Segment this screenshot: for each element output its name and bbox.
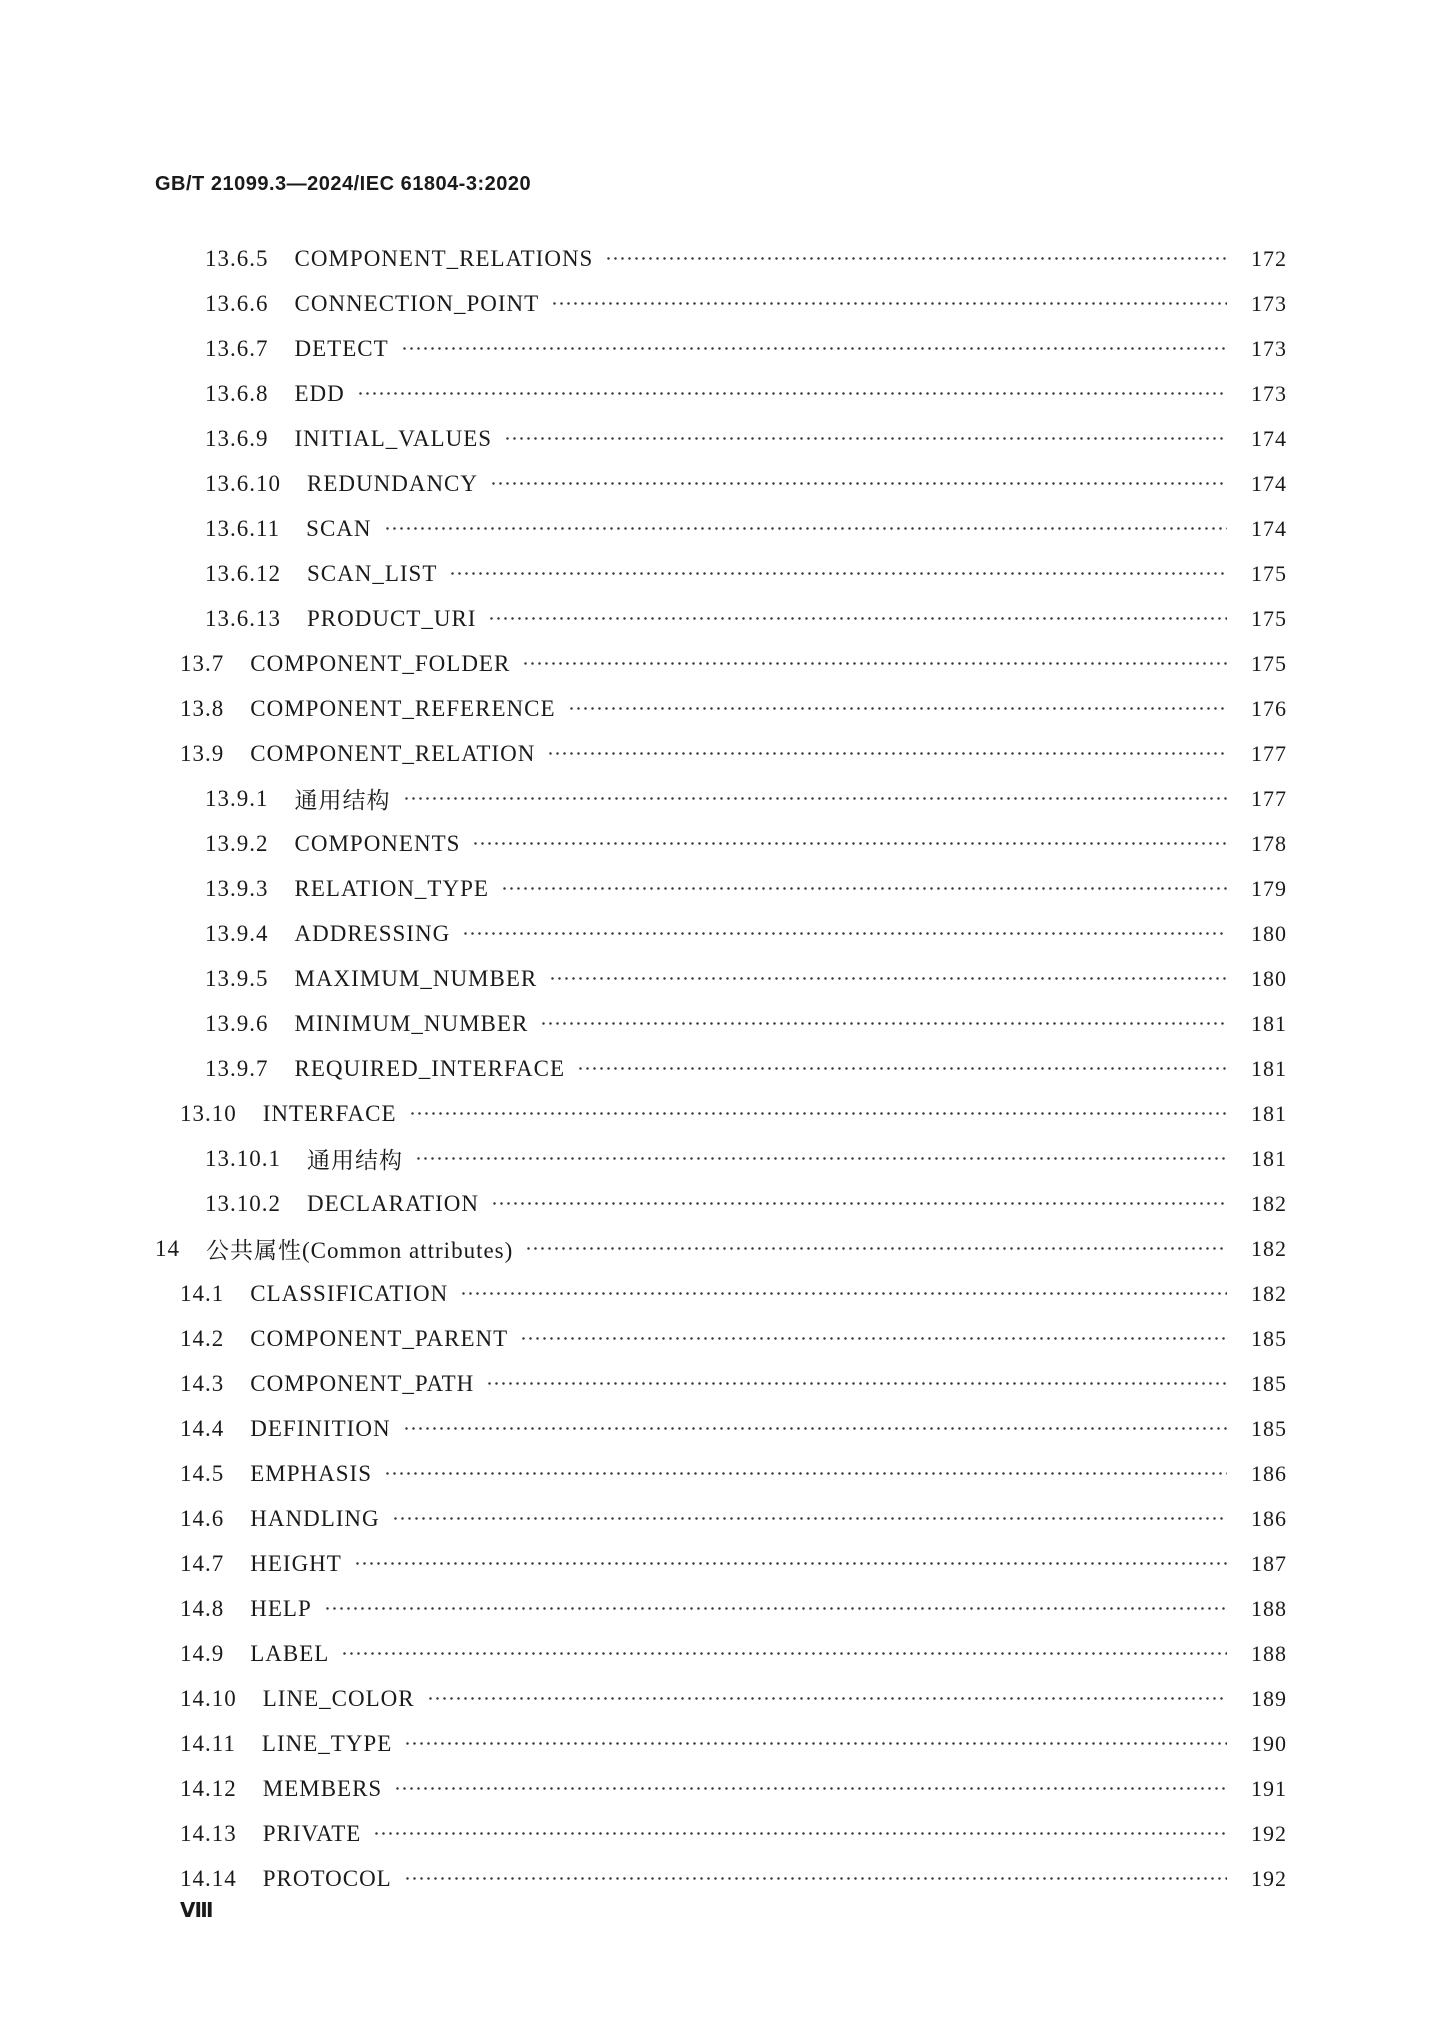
toc-entry-page: 192 <box>1251 1865 1287 1891</box>
toc-entry[interactable] <box>0 641 1445 686</box>
toc-entry-page: 180 <box>1251 965 1287 991</box>
toc-entry-page: 192 <box>1251 1820 1287 1846</box>
dot-leader <box>540 1022 1227 1025</box>
dot-leader <box>324 1607 1227 1610</box>
toc-entry[interactable] <box>0 1046 1445 1091</box>
toc-entry[interactable] <box>0 596 1445 641</box>
toc-entry[interactable] <box>0 281 1445 326</box>
dot-leader <box>520 1337 1227 1340</box>
dot-leader <box>522 662 1227 665</box>
toc-entry-page: 179 <box>1251 875 1287 901</box>
dot-leader <box>488 617 1227 620</box>
toc-entry[interactable] <box>0 1856 1445 1901</box>
dot-leader <box>404 1742 1227 1745</box>
toc-entry[interactable] <box>0 371 1445 416</box>
toc-entry[interactable] <box>0 506 1445 551</box>
toc-entry-title: PRODUCT_URI <box>307 605 477 631</box>
toc-entry-number: 13.9.1 <box>205 785 269 811</box>
toc-entry-title: COMPONENT_RELATIONS <box>294 245 594 271</box>
toc-entry[interactable] <box>0 1811 1445 1856</box>
toc-entry-number: 13.10.1 <box>205 1145 281 1171</box>
toc-entry-number: 14.2 <box>180 1325 225 1351</box>
toc-entry-number: 13.7 <box>180 650 225 676</box>
toc-entry-number: 13.9.2 <box>205 830 269 856</box>
toc-entry[interactable] <box>0 1766 1445 1811</box>
toc-entry-page: 182 <box>1251 1235 1287 1261</box>
toc-entry-title: COMPONENT_REFERENCE <box>250 695 556 721</box>
toc-entry-page: 190 <box>1251 1730 1287 1756</box>
toc-entry-number: 14.10 <box>180 1685 237 1711</box>
toc-entry-number: 14.9 <box>180 1640 225 1666</box>
toc-entry-page: 182 <box>1251 1280 1287 1306</box>
toc-entry-page: 188 <box>1251 1595 1287 1621</box>
toc-entry-number: 13.10 <box>180 1100 237 1126</box>
toc-entry-title: DECLARATION <box>307 1190 479 1216</box>
toc-entry-page: 177 <box>1251 740 1287 766</box>
toc-entry-number: 13.9 <box>180 740 225 766</box>
toc-entry-number: 13.6.5 <box>205 245 269 271</box>
toc-entry-page: 181 <box>1251 1010 1287 1036</box>
toc-entry[interactable] <box>0 1181 1445 1226</box>
toc-entry[interactable] <box>0 236 1445 281</box>
toc-entry-title: 通用结构 <box>307 1148 403 1173</box>
toc-entry-page: 189 <box>1251 1685 1287 1711</box>
toc-entry-title: HELP <box>250 1595 312 1621</box>
dot-leader <box>525 1247 1227 1250</box>
toc-entry[interactable] <box>0 1361 1445 1406</box>
toc-entry-page: 185 <box>1251 1370 1287 1396</box>
toc-entry[interactable] <box>0 1676 1445 1721</box>
dot-leader <box>409 1112 1227 1115</box>
toc-entry-title: ADDRESSING <box>294 920 451 946</box>
toc-entry-title: SCAN_LIST <box>307 560 438 586</box>
toc-entry-title: HEIGHT <box>250 1550 342 1576</box>
toc-entry-number: 14.13 <box>180 1820 237 1846</box>
toc-entry[interactable] <box>0 1541 1445 1586</box>
toc-entry[interactable] <box>0 956 1445 1001</box>
toc-entry-page: 186 <box>1251 1505 1287 1531</box>
dot-leader <box>403 797 1228 800</box>
toc-entry-number: 14.11 <box>180 1730 236 1756</box>
document-header: GB/T 21099.3—2024/IEC 61804-3:2020 <box>155 173 532 195</box>
toc-entry-page: 175 <box>1251 560 1287 586</box>
toc-entry[interactable] <box>0 776 1445 821</box>
toc-entry[interactable] <box>0 1271 1445 1316</box>
toc-entry-title: CONNECTION_POINT <box>294 290 540 316</box>
toc-entry-page: 186 <box>1251 1460 1287 1486</box>
toc-entry[interactable] <box>0 686 1445 731</box>
toc-entry-title: HANDLING <box>250 1505 380 1531</box>
toc-entry[interactable] <box>0 416 1445 461</box>
toc-entry-number: 13.9.4 <box>205 920 269 946</box>
toc-entry-title: CLASSIFICATION <box>250 1280 449 1306</box>
toc-entry-number: 14.8 <box>180 1595 225 1621</box>
toc-entry[interactable] <box>0 821 1445 866</box>
toc-entry[interactable] <box>0 1496 1445 1541</box>
toc-entry-page: 187 <box>1251 1550 1287 1576</box>
toc-entry-number: 13.8 <box>180 695 225 721</box>
toc-entry-page: 185 <box>1251 1415 1287 1441</box>
dot-leader <box>415 1157 1227 1160</box>
toc-entry-title: DETECT <box>294 335 389 361</box>
toc-entry[interactable] <box>0 731 1445 776</box>
table-of-contents <box>0 236 1445 1901</box>
toc-entry-title: 通用结构 <box>294 788 391 813</box>
toc-entry-title: REQUIRED_INTERFACE <box>294 1055 566 1081</box>
toc-entry-title: EDD <box>294 380 345 406</box>
toc-entry-number: 14.4 <box>180 1415 225 1441</box>
toc-entry[interactable] <box>0 1226 1445 1271</box>
toc-entry-title: PRIVATE <box>262 1820 362 1846</box>
dot-leader <box>427 1697 1227 1700</box>
toc-entry-number: 13.6.7 <box>205 335 269 361</box>
toc-entry-title: EMPHASIS <box>250 1460 373 1486</box>
toc-entry[interactable] <box>0 551 1445 596</box>
dot-leader <box>404 1877 1227 1880</box>
dot-leader <box>341 1652 1227 1655</box>
toc-entry-page: 173 <box>1251 290 1287 316</box>
toc-entry-title: RELATION_TYPE <box>294 875 489 901</box>
toc-entry-number: 13.6.12 <box>205 560 281 586</box>
dot-leader <box>357 392 1227 395</box>
toc-entry-page: 174 <box>1251 425 1287 451</box>
toc-entry-number: 14.5 <box>180 1460 225 1486</box>
toc-entry-title: DEFINITION <box>250 1415 391 1441</box>
dot-leader <box>504 437 1227 440</box>
toc-entry-page: 181 <box>1251 1145 1287 1171</box>
toc-entry-title: MINIMUM_NUMBER <box>294 1010 529 1036</box>
toc-entry-title: COMPONENT_PARENT <box>250 1325 509 1351</box>
dot-leader <box>568 707 1228 710</box>
toc-entry[interactable] <box>0 866 1445 911</box>
toc-entry-page: 172 <box>1251 245 1287 271</box>
toc-entry-title: COMPONENT_PATH <box>250 1370 475 1396</box>
toc-entry-number: 14.1 <box>180 1280 225 1306</box>
toc-entry-title: INTERFACE <box>262 1100 397 1126</box>
toc-entry-number: 13.6.11 <box>205 515 281 541</box>
toc-entry-page: 180 <box>1251 920 1287 946</box>
dot-leader <box>486 1382 1227 1385</box>
toc-entry[interactable] <box>0 1586 1445 1631</box>
toc-entry-number: 13.6.8 <box>205 380 269 406</box>
dot-leader <box>549 977 1227 980</box>
toc-entry-number: 14.12 <box>180 1775 237 1801</box>
dot-leader <box>577 1067 1227 1070</box>
toc-entry[interactable] <box>0 1091 1445 1136</box>
dot-leader <box>501 887 1227 890</box>
page-number: Ⅷ <box>180 1900 214 1922</box>
toc-entry-title: COMPONENTS <box>294 830 461 856</box>
toc-entry-page: 191 <box>1251 1775 1287 1801</box>
toc-entry-title: MEMBERS <box>262 1775 383 1801</box>
dot-leader <box>392 1517 1227 1520</box>
toc-entry[interactable] <box>0 1451 1445 1496</box>
toc-entry-title: SCAN <box>306 515 372 541</box>
toc-entry-title: LINE_COLOR <box>262 1685 415 1711</box>
toc-entry-page: 174 <box>1251 470 1287 496</box>
toc-entry-title: COMPONENT_RELATION <box>250 740 536 766</box>
toc-entry-number: 14.14 <box>180 1865 237 1891</box>
dot-leader <box>401 347 1227 350</box>
toc-entry-number: 14 <box>155 1235 180 1261</box>
toc-entry-page: 173 <box>1251 335 1287 361</box>
dot-leader <box>547 752 1227 755</box>
dot-leader <box>460 1292 1227 1295</box>
dot-leader <box>605 257 1227 260</box>
toc-entry-page: 175 <box>1251 605 1287 631</box>
dot-leader <box>403 1427 1227 1430</box>
toc-entry-number: 13.9.7 <box>205 1055 269 1081</box>
toc-entry-number: 13.6.13 <box>205 605 281 631</box>
dot-leader <box>490 482 1227 485</box>
toc-entry-title: INITIAL_VALUES <box>294 425 493 451</box>
toc-entry-number: 13.6.10 <box>205 470 281 496</box>
dot-leader <box>384 527 1227 530</box>
toc-entry-page: 188 <box>1251 1640 1287 1666</box>
toc-entry-page: 178 <box>1251 830 1287 856</box>
toc-entry-page: 177 <box>1251 785 1287 811</box>
toc-entry[interactable] <box>0 911 1445 956</box>
toc-entry-page: 185 <box>1251 1325 1287 1351</box>
dot-leader <box>354 1562 1227 1565</box>
dot-leader <box>449 572 1227 575</box>
toc-entry-title: COMPONENT_FOLDER <box>250 650 511 676</box>
toc-entry[interactable] <box>0 326 1445 371</box>
toc-entry-number: 13.6.6 <box>205 290 269 316</box>
toc-entry-number: 13.10.2 <box>205 1190 281 1216</box>
dot-leader <box>491 1202 1227 1205</box>
toc-entry-title: REDUNDANCY <box>307 470 478 496</box>
toc-entry[interactable] <box>0 1631 1445 1676</box>
dot-leader <box>551 302 1227 305</box>
toc-entry-number: 13.9.3 <box>205 875 269 901</box>
toc-entry[interactable] <box>0 1136 1445 1181</box>
toc-entry-title: LINE_TYPE <box>261 1730 393 1756</box>
toc-entry[interactable] <box>0 1001 1445 1046</box>
toc-entry-page: 181 <box>1251 1055 1287 1081</box>
toc-entry-number: 13.6.9 <box>205 425 269 451</box>
toc-entry-page: 176 <box>1251 695 1287 721</box>
dot-leader <box>472 842 1227 845</box>
toc-entry-page: 173 <box>1251 380 1287 406</box>
toc-entry-number: 14.6 <box>180 1505 225 1531</box>
dot-leader <box>394 1787 1227 1790</box>
toc-entry-number: 14.7 <box>180 1550 225 1576</box>
dot-leader <box>373 1832 1227 1835</box>
dot-leader <box>384 1472 1227 1475</box>
toc-entry-title: LABEL <box>250 1640 330 1666</box>
toc-entry-page: 182 <box>1251 1190 1287 1216</box>
toc-entry-number: 13.9.5 <box>205 965 269 991</box>
toc-entry-title: 公共属性(Common attributes) <box>206 1238 514 1263</box>
toc-entry-title: PROTOCOL <box>262 1865 392 1891</box>
toc-entry-number: 13.9.6 <box>205 1010 269 1036</box>
toc-entry-title: MAXIMUM_NUMBER <box>294 965 538 991</box>
toc-entry-page: 175 <box>1251 650 1287 676</box>
toc-entry-page: 181 <box>1251 1100 1287 1126</box>
toc-entry-number: 14.3 <box>180 1370 225 1396</box>
dot-leader <box>462 932 1227 935</box>
toc-entry[interactable] <box>0 1721 1445 1766</box>
toc-entry-page: 174 <box>1251 515 1287 541</box>
toc-entry[interactable] <box>0 1406 1445 1451</box>
toc-entry[interactable] <box>0 461 1445 506</box>
toc-entry[interactable] <box>0 1316 1445 1361</box>
